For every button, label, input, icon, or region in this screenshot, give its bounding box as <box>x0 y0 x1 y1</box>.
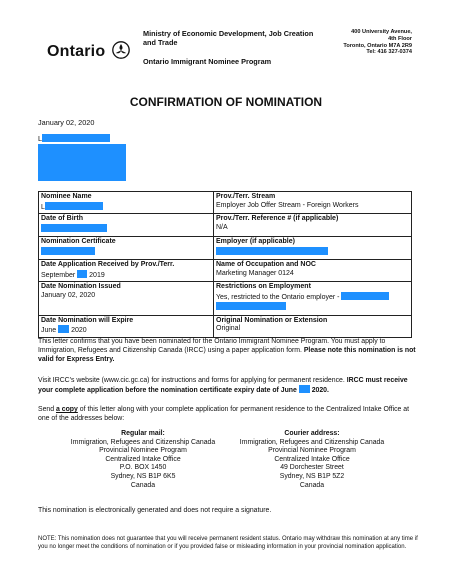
cell-label: Date Nomination Issued <box>41 283 121 290</box>
cell-value: L <box>41 203 45 211</box>
a-copy-emphasis: a copy <box>56 406 78 413</box>
expire-date-cell <box>39 315 214 337</box>
address-line: Provincial Nominee Program <box>99 447 187 455</box>
redacted-day <box>77 270 87 278</box>
address-line: Centralized Intake Office <box>274 455 350 463</box>
table-row <box>39 282 412 316</box>
original-cell <box>214 315 412 337</box>
redacted-name <box>42 134 110 142</box>
address-line: Immigration, Refugees and Citizenship Canada <box>70 438 216 446</box>
address-line: Toronto, Ontario M7A 2R9 <box>343 42 412 49</box>
paragraph-text: This letter confirms that you have been nominated for the Ontario Immigrant Nominee Program. You must apply to Immigration, Refugees and Citizenship Canada (IRCC) using a paper application form. <box>38 338 386 355</box>
reference-cell <box>214 214 412 237</box>
noc-cell <box>214 260 412 282</box>
employer-cell <box>214 237 412 260</box>
address-line: Immigration, Refugees and Citizenship Canada <box>239 438 385 446</box>
stream-cell <box>214 192 412 214</box>
received-date-cell <box>39 260 214 282</box>
confirmation-paragraph <box>38 337 416 365</box>
ontario-logo <box>47 41 130 61</box>
ministry-line-2: and Trade <box>143 38 178 47</box>
recipient-initial: L <box>38 134 43 143</box>
cell-value-month: September <box>41 271 76 279</box>
address-line: Canada <box>299 481 325 489</box>
cell-label: Restrictions on Employment <box>216 283 311 290</box>
cell-label: Name of Occupation and NOC <box>216 261 316 268</box>
instructions-paragraph <box>38 376 416 395</box>
paragraph-text: Visit IRCC's website (www.cic.gc.ca) for instructions and forms for applying for permanent residence. <box>38 377 345 384</box>
paragraph-bold: IRCC must receive your complete application before the nomination certificate expiry date of June <box>38 377 408 395</box>
address-heading: Regular mail: <box>121 430 165 437</box>
table-row <box>39 214 412 237</box>
address-line: Centralized Intake Office <box>105 455 181 463</box>
cell-label: Date of Birth <box>41 215 83 222</box>
trillium-icon <box>112 41 130 59</box>
cell-value: Original <box>216 325 241 332</box>
address-line: Tel: 416 327-0374 <box>366 49 412 56</box>
certificate-cell <box>39 237 214 260</box>
redacted-value <box>45 202 103 210</box>
cell-value-month: June <box>41 327 57 334</box>
redacted-value <box>41 247 95 255</box>
cell-label: Date Application Received by Prov./Terr. <box>41 261 175 268</box>
cell-label: Prov./Terr. Stream <box>216 193 276 200</box>
address-line: P.O. BOX 1450 <box>119 464 167 472</box>
address-line: Provincial Nominee Program <box>268 447 356 455</box>
courier-address <box>222 430 402 490</box>
redacted-address <box>38 144 126 181</box>
nomination-details-table <box>38 191 412 338</box>
redacted-value <box>41 224 107 232</box>
cell-label: Employer (if applicable) <box>216 238 295 245</box>
cell-value: Marketing Manager 0124 <box>216 269 294 277</box>
dob-cell <box>39 214 214 237</box>
letter-date: January 02, 2020 <box>38 118 95 127</box>
redacted-value <box>216 247 328 255</box>
cell-value-year: 2020 <box>71 327 87 334</box>
address-line: 49 Dorchester Street <box>280 464 344 472</box>
cell-value: Yes, restricted to the Ontario employer - <box>216 293 340 301</box>
recipient-block <box>38 134 110 143</box>
table-row <box>39 237 412 260</box>
document-title: CONFIRMATION OF NOMINATION <box>129 95 323 109</box>
electronic-note: This nomination is electronically generated and does not require a signature. <box>38 507 272 514</box>
paragraph-bold: 2020. <box>311 387 329 395</box>
address-line: Sydney, NS B1P 5Z2 <box>279 472 345 480</box>
cell-value: N/A <box>216 223 228 231</box>
table-row <box>39 192 412 214</box>
redacted-value <box>341 292 389 300</box>
paragraph-text: Send <box>38 406 55 413</box>
address-line: Sydney, NS B1P 6K5 <box>110 472 176 480</box>
redacted-value <box>216 302 286 310</box>
send-copy-paragraph <box>38 405 416 423</box>
restrictions-cell <box>214 282 412 316</box>
logo-text: Ontario <box>47 43 106 60</box>
address-line: Canada <box>130 481 156 489</box>
cell-value: January 02, 2020 <box>41 291 96 299</box>
issued-date-cell <box>39 282 214 316</box>
ministry-name <box>143 29 313 47</box>
cell-label: Nominee Name <box>41 193 92 200</box>
redacted-day <box>299 385 310 393</box>
table-row <box>39 315 412 337</box>
address-heading: Courier address: <box>284 430 340 437</box>
table-row <box>39 260 412 282</box>
cell-value-year: 2019 <box>89 271 105 279</box>
cell-label: Original Nomination or Extension <box>216 316 328 324</box>
regular-mail-address <box>53 430 233 490</box>
nominee-name-cell <box>39 192 214 214</box>
office-address <box>343 29 412 56</box>
address-line: 400 University Avenue, <box>351 29 412 35</box>
cell-label: Date Nomination will Expire <box>41 316 134 324</box>
cell-value: Employer Job Offer Stream - Foreign Workers <box>216 201 359 209</box>
paragraph-text: of this letter along with your complete application for permanent residence to the Centralized Intake Office at one of the addresses below: <box>38 406 410 423</box>
program-name: Ontario Immigrant Nominee Program <box>143 57 272 66</box>
ministry-line-1: Ministry of Economic Development, Job Creation <box>143 29 314 38</box>
cell-label: Prov./Terr. Reference # (if applicable) <box>216 215 339 222</box>
footer-note: NOTE: This nomination does not guarantee that you will receive permanent resident status. Ontario may withdraw this nomination at any time if you no longer meet the conditions of nomination or if you provided false or misleading information in your provincial nomination application. <box>38 536 418 550</box>
redacted-day <box>58 325 69 333</box>
paragraph-bold: Please note this nomination is not valid for Express Entry. <box>38 347 416 364</box>
cell-label: Nomination Certificate <box>41 238 116 245</box>
address-line: 4th Floor <box>388 35 412 42</box>
